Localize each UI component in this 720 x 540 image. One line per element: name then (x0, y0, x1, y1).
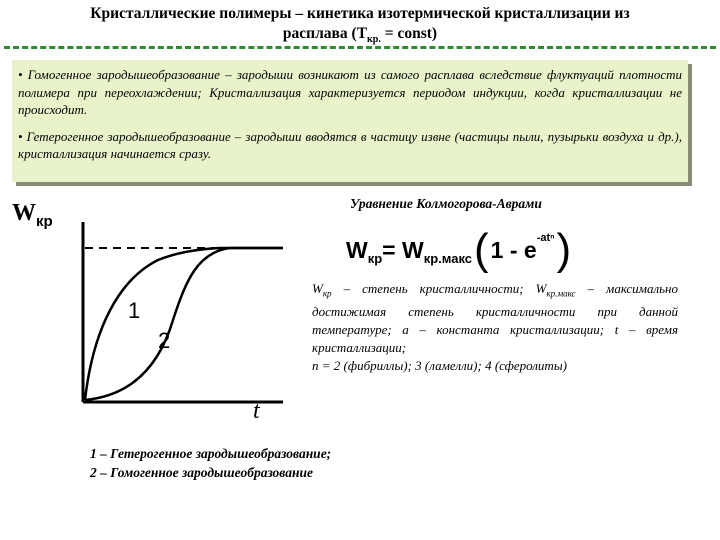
title-line-2-prefix: расплава (T (282, 25, 368, 42)
desc-wmax-sub: кр.макс (546, 288, 576, 299)
curve-2-homogeneous (85, 248, 283, 400)
bullet-heterogeneous: • Гетерогенное зародышеобразование – зародыши вводятся в частицу извне (частицы пыли, пузырьки воздуха и др.), кристаллизация начинается сразу. (18, 128, 682, 161)
desc-n-values: n = 2 (фибриллы); 3 (ламелли); 4 (сферолиты) (312, 357, 567, 373)
equation-one-minus-e: 1 - e (490, 236, 537, 263)
y-axis-label-main: W (12, 200, 36, 226)
curve-1-heterogeneous (85, 248, 283, 400)
kinetics-graph-svg (8, 190, 286, 430)
slide-title (0, 4, 720, 50)
equation-caption: Уравнение Колмогорова-Аврами (350, 196, 542, 211)
x-axis-label: t (253, 398, 260, 424)
curve-2-label: 2 (158, 328, 171, 353)
title-line-2-sub: кр. (367, 34, 381, 46)
equation-equals: = W (382, 236, 424, 263)
desc-part-1: – степень кристалличности; W (331, 281, 547, 296)
title-divider (4, 46, 716, 49)
kinetics-graph (8, 190, 286, 430)
legend-item-2: 2 – Гомогенное зародышеобразование (90, 465, 313, 480)
curve-legend (90, 444, 490, 482)
y-axis-label-sub: кр (36, 213, 53, 230)
equation-exponent: -atⁿ (536, 232, 555, 244)
desc-w-sub: кр (322, 288, 332, 299)
definitions-box (12, 60, 688, 182)
desc-part-2: – максимально достижимая степень кристалличности при данной температуре; a – константа кристаллизации; t – время кристаллизации; (312, 281, 679, 355)
curve-1-label: 1 (128, 298, 141, 323)
equation-description (312, 280, 678, 375)
desc-w-symbol: W (312, 281, 323, 296)
equation-paren-open: ( (474, 225, 489, 274)
equation-paren-close: ) (556, 225, 572, 274)
equation-lhs-sub: кр (367, 250, 383, 266)
bullet-homogeneous: • Гомогенное зародышеобразование – зародыши возникают из самого расплава вследствие флуктуаций плотности полимера при переохлаждении; Кристаллизация характеризуется периодом индукции, когда кристаллизации не происходит. (18, 67, 682, 117)
title-line-2-suffix: = const) (380, 25, 438, 42)
equation-rhs-sub: кр.макс (423, 250, 473, 266)
title-line-1: Кристаллические полимеры – кинетика изотермической кристаллизации из (90, 5, 630, 22)
avrami-equation (346, 225, 612, 275)
legend-item-1: 1 – Гетерогенное зародышеобразование; (90, 446, 332, 461)
equation-lhs-w: W (346, 236, 368, 263)
